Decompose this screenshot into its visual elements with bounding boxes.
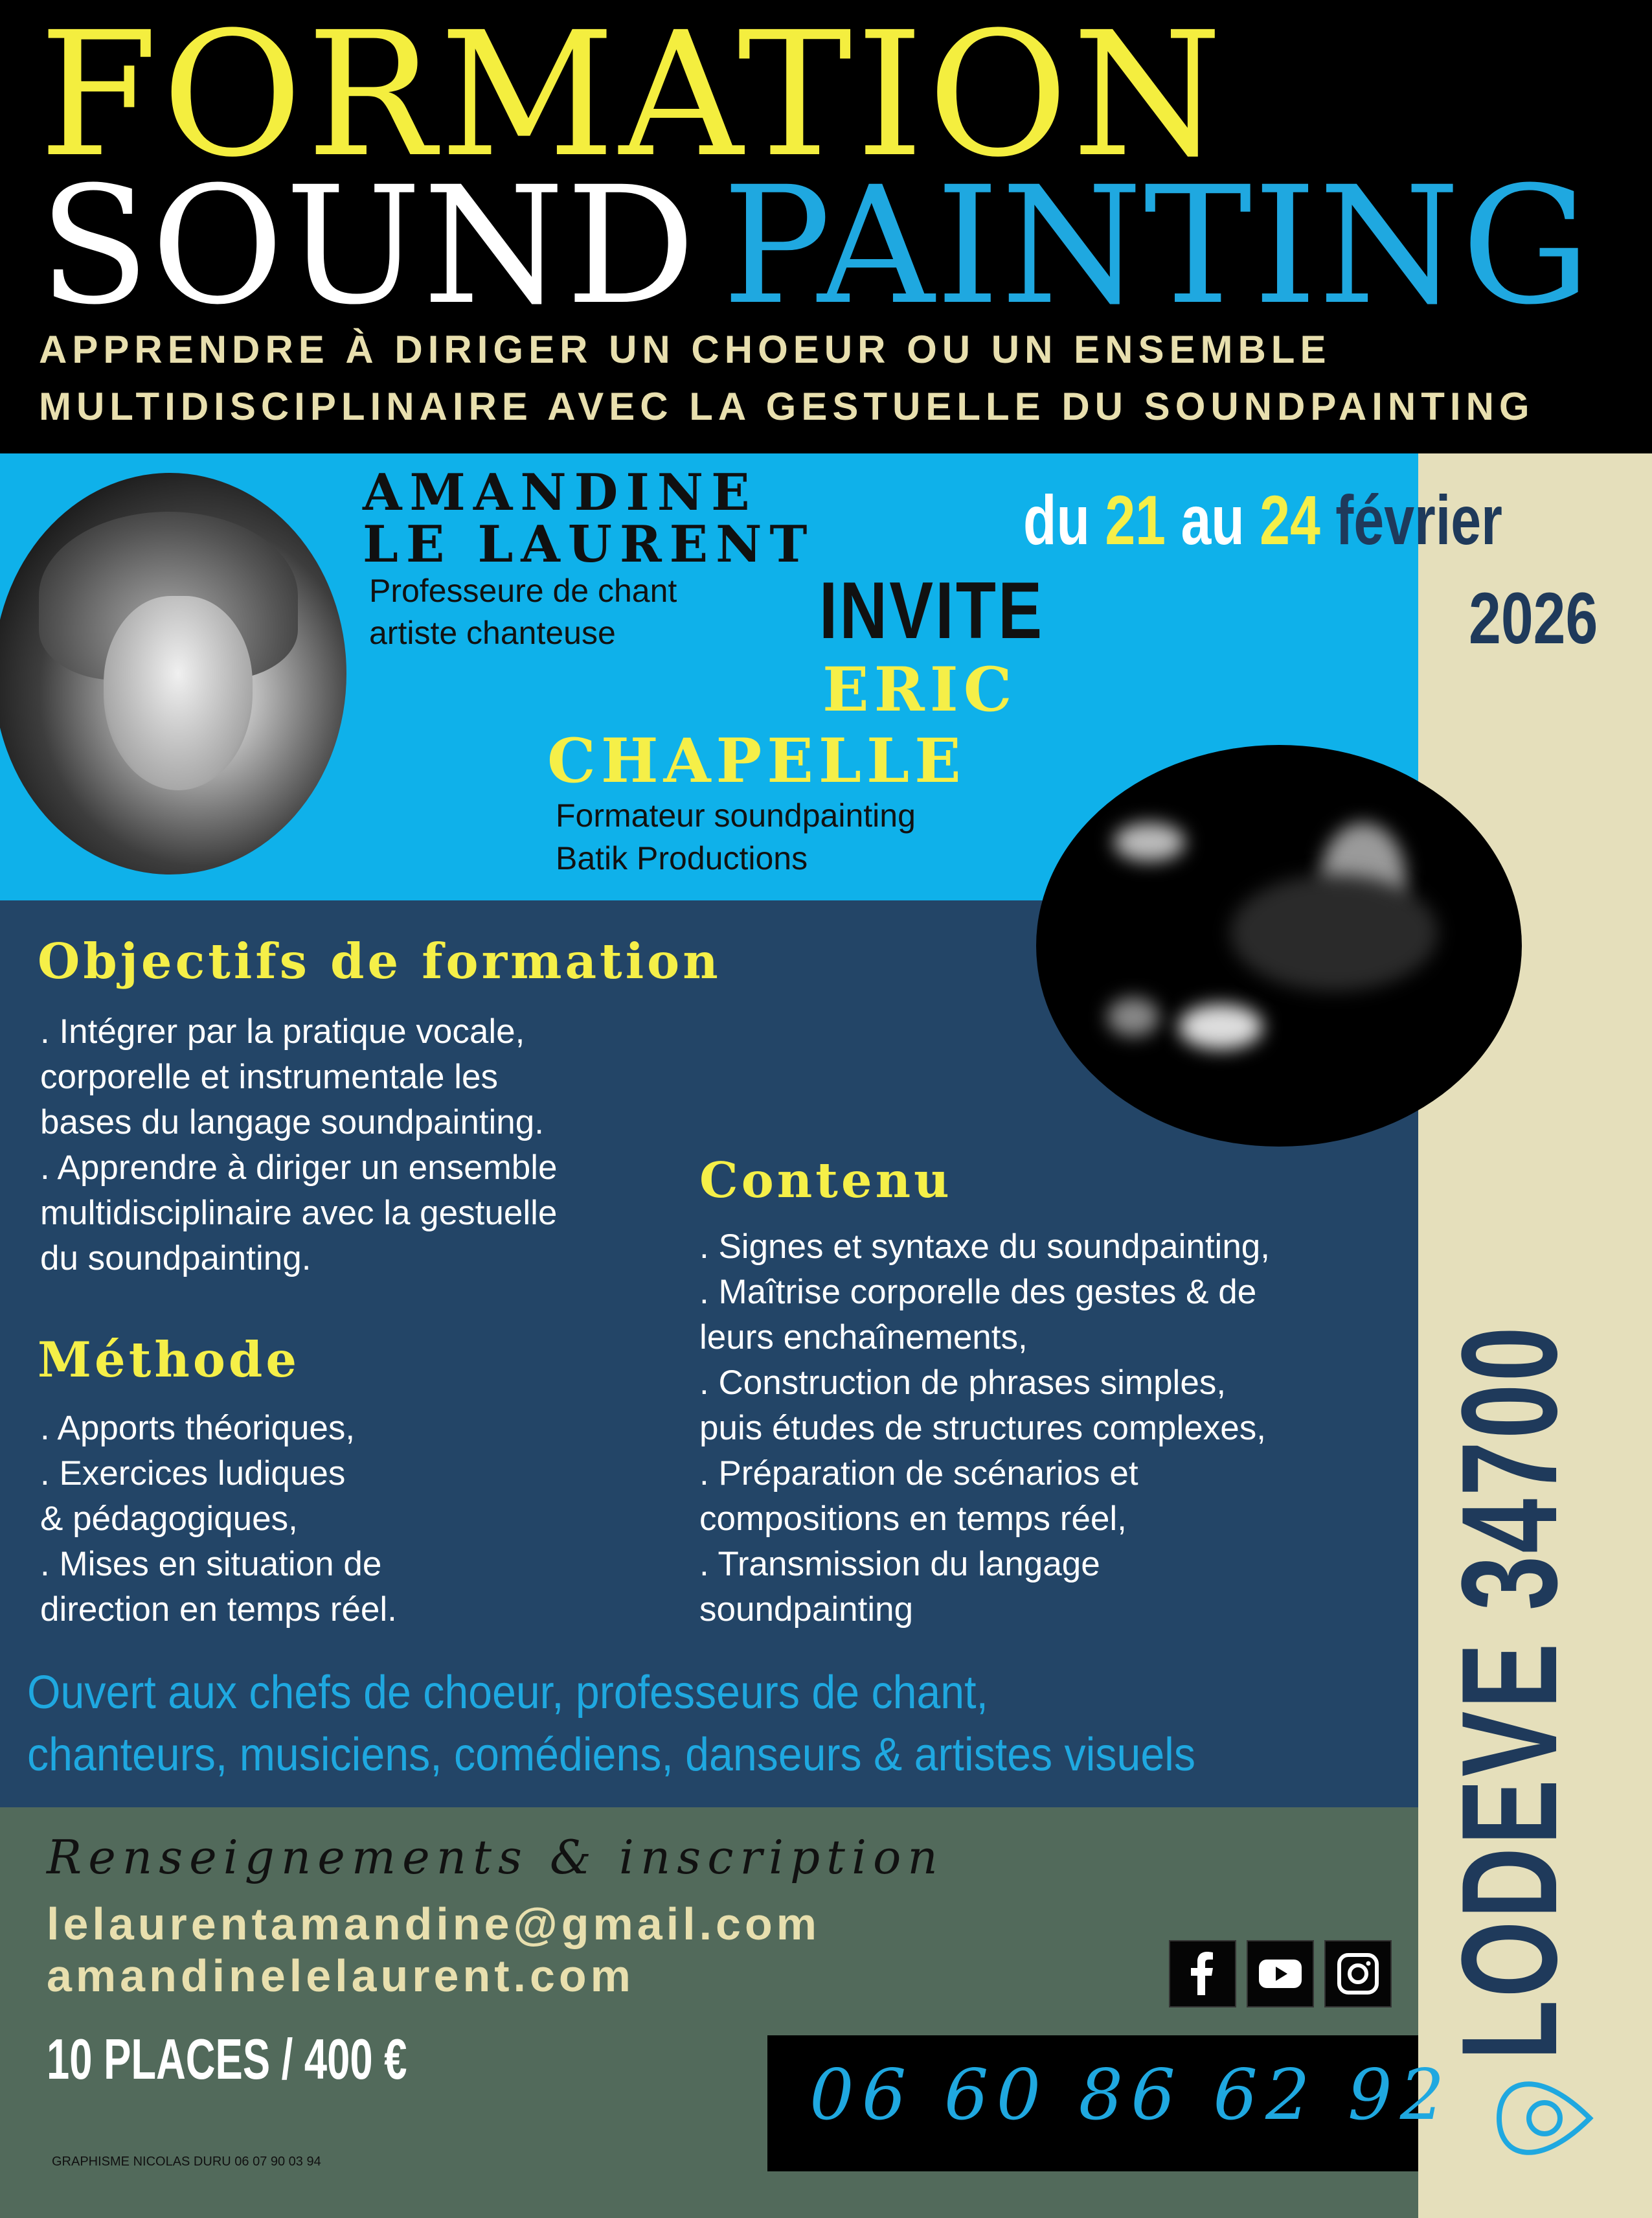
event-year: 2026 <box>1469 578 1598 659</box>
facebook-icon[interactable] <box>1169 1940 1236 2007</box>
invite-label: INVITE <box>819 566 1045 656</box>
contact-heading: Renseignements & inscription <box>47 1830 944 1884</box>
title-sound: SOUND <box>39 152 697 340</box>
content-heading: Contenu <box>699 1152 953 1209</box>
host-photo <box>0 473 346 875</box>
design-credit: GRAPHISME NICOLAS DURU 06 07 90 03 94 <box>52 2155 321 2169</box>
youtube-icon[interactable] <box>1247 1940 1314 2007</box>
contact-website[interactable]: amandinelelaurent.com <box>47 1950 635 2001</box>
title-painting: PAINTING <box>722 152 1592 340</box>
guest-role-line1: Formateur soundpainting <box>556 797 916 834</box>
dates-month: février <box>1335 481 1502 559</box>
instagram-icon[interactable] <box>1324 1940 1392 2007</box>
location-pin-icon <box>1480 2053 1609 2183</box>
host-name-first: AMANDINE <box>363 463 758 522</box>
location-label: LODEVE 34700 <box>1433 1323 1585 2060</box>
host-role-line1: Professeure de chant <box>369 573 677 609</box>
objectives-heading: Objectifs de formation <box>38 933 721 990</box>
dates-du: du <box>1023 481 1090 559</box>
host-name-last: LE LAURENT <box>363 515 815 574</box>
phone-number[interactable]: 06 60 86 62 92 <box>809 2055 1453 2136</box>
guest-name-first: ERIC <box>822 654 1017 726</box>
event-dates <box>1023 479 1502 560</box>
guest-role-line2: Batik Productions <box>556 840 808 876</box>
dates-au: au <box>1181 481 1245 559</box>
method-text: . Apports théoriques, . Exercices ludiques & pédagogiques, . Mises en situation de direction en temps réel. <box>40 1409 397 1629</box>
subtitle-line1: APPRENDRE À DIRIGER UN CHOEUR OU UN ENSEMBLE <box>39 328 1331 371</box>
audience-text: Ouvert aux chefs de choeur, professeurs de chant, chanteurs, musiciens, comédiens, danseurs & artistes visuels <box>27 1667 1196 1781</box>
objectives-text: . Intégrer par la pratique vocale, corporelle et instrumentale les bases du langage soundpainting. . Apprendre à diriger un ensemble multidisciplinaire avec la gestuelle du soundpainting. <box>40 1012 558 1277</box>
dates-end: 24 <box>1260 481 1320 559</box>
location-text <box>1431 764 1593 2060</box>
dates-start: 21 <box>1105 481 1166 559</box>
method-heading: Méthode <box>38 1331 300 1388</box>
guest-name-last: CHAPELLE <box>547 726 966 797</box>
content-text: . Signes et syntaxe du soundpainting, . Maîtrise corporelle des gestes & de leurs enchaînements, . Construction de phrases simples, puis études de structures complexes, . Préparation de scénarios et compositions en temps réel, . Transmission du langage soundpainting <box>699 1228 1270 1629</box>
contact-email[interactable]: lelaurentamandine@gmail.com <box>47 1899 820 1949</box>
title-formation: FORMATION <box>39 0 1227 195</box>
places-price: 10 PLACES / 400 € <box>47 2027 407 2091</box>
subtitle-line2: MULTIDISCIPLINAIRE AVEC LA GESTUELLE DU SOUNDPAINTING <box>39 385 1535 428</box>
host-role-line2: artiste chanteuse <box>369 615 616 651</box>
